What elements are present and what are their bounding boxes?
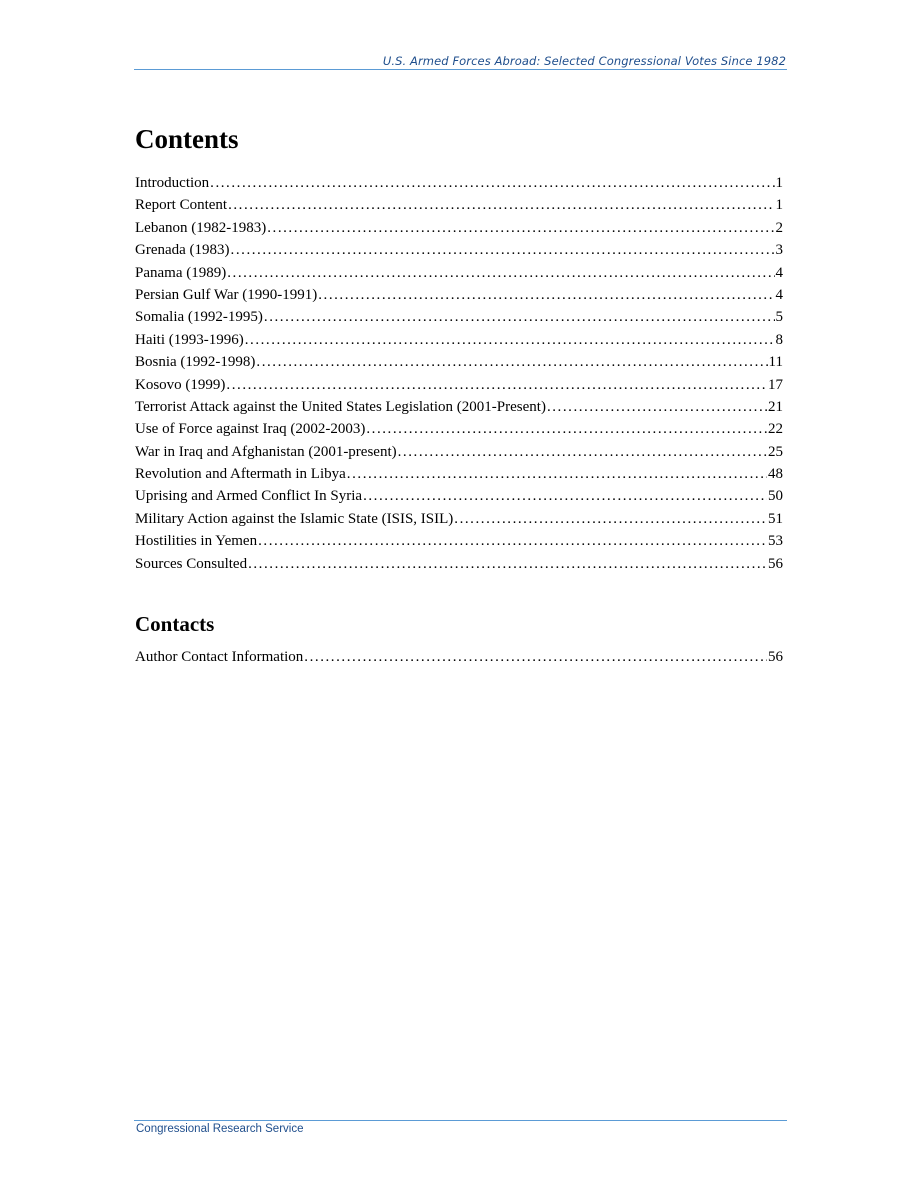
toc-page-number: 11 — [768, 354, 783, 371]
contents-heading: Contents — [135, 124, 239, 154]
toc-page-number: 17 — [768, 376, 783, 393]
toc-dot-leader — [454, 508, 767, 530]
contents-list — [135, 172, 783, 575]
toc-dot-leader — [366, 418, 767, 440]
toc-page-number: 51 — [768, 510, 783, 527]
toc-page-number: 48 — [768, 466, 783, 483]
toc-entry-title: Persian Gulf War (1990-1991) — [135, 286, 318, 303]
header-rule — [134, 69, 787, 70]
toc-entry[interactable] — [135, 646, 783, 668]
toc-entry[interactable] — [135, 396, 783, 418]
toc-page-number: 22 — [768, 421, 783, 438]
toc-page-number: 50 — [768, 488, 783, 505]
toc-page-number: 8 — [775, 331, 783, 348]
contacts-list — [135, 646, 783, 668]
toc-page-number: 21 — [768, 398, 783, 415]
toc-dot-leader — [547, 396, 767, 418]
toc-page-number: 5 — [775, 309, 783, 326]
toc-entry-title: Author Contact Information — [135, 649, 304, 665]
toc-entry[interactable] — [135, 418, 783, 440]
toc-page-number: 56 — [768, 649, 783, 665]
toc-entry[interactable] — [135, 306, 783, 328]
toc-entry-title: Kosovo (1999) — [135, 376, 226, 393]
toc-entry-title: Hostilities in Yemen — [135, 533, 258, 550]
toc-entry-title: Introduction — [135, 175, 210, 191]
toc-entry-title: Sources Consulted — [135, 555, 248, 572]
toc-entry-title: Grenada (1983) — [135, 242, 230, 259]
toc-entry-title: Use of Force against Iraq (2002-2003) — [135, 421, 366, 438]
footer-rule — [134, 1120, 787, 1121]
toc-entry-title: War in Iraq and Afghanistan (2001-present) — [135, 443, 397, 460]
toc-page-number: 56 — [768, 555, 783, 572]
toc-entry-title: Revolution and Aftermath in Libya — [135, 466, 346, 483]
toc-dot-leader — [264, 306, 775, 328]
toc-entry[interactable] — [135, 530, 783, 552]
toc-entry-title: Somalia (1992-1995) — [135, 309, 263, 326]
toc-dot-leader — [258, 530, 767, 552]
toc-entry-title: Bosnia (1992-1998) — [135, 354, 256, 371]
toc-dot-leader — [227, 262, 774, 284]
toc-dot-leader — [318, 284, 774, 306]
toc-entry[interactable] — [135, 284, 783, 306]
toc-page-number: 1 — [775, 197, 783, 214]
toc-entry-title: Terrorist Attack against the United States Legislation (2001-Present) — [135, 398, 546, 415]
toc-dot-leader — [304, 646, 767, 668]
toc-entry[interactable] — [135, 553, 783, 575]
toc-entry-title: Military Action against the Islamic State (ISIS, ISIL) — [135, 510, 454, 527]
toc-dot-leader — [228, 194, 774, 216]
toc-page-number: 4 — [775, 264, 783, 281]
toc-page-number: 4 — [775, 286, 783, 303]
toc-entry-title: Panama (1989) — [135, 264, 227, 281]
toc-entry-title: Uprising and Armed Conflict In Syria — [135, 488, 363, 505]
toc-dot-leader — [210, 172, 774, 194]
toc-entry[interactable] — [135, 351, 783, 373]
toc-entry[interactable] — [135, 441, 783, 463]
toc-page-number: 53 — [768, 533, 783, 550]
toc-entry[interactable] — [135, 485, 783, 507]
toc-dot-leader — [256, 351, 767, 373]
toc-page-number: 1 — [775, 175, 783, 191]
toc-entry[interactable] — [135, 194, 783, 216]
toc-dot-leader — [231, 239, 775, 261]
toc-entry-title: Lebanon (1982-1983) — [135, 219, 267, 236]
toc-dot-leader — [248, 553, 767, 575]
running-footer: Congressional Research Service — [136, 1123, 304, 1135]
toc-entry[interactable] — [135, 374, 783, 396]
toc-dot-leader — [363, 485, 767, 507]
toc-entry-title: Haiti (1993-1996) — [135, 331, 244, 348]
toc-dot-leader — [245, 329, 775, 351]
toc-entry-title: Report Content — [135, 197, 228, 214]
toc-dot-leader — [398, 441, 767, 463]
toc-dot-leader — [267, 217, 774, 239]
contacts-heading: Contacts — [135, 612, 215, 636]
toc-dot-leader — [226, 374, 767, 396]
toc-entry[interactable] — [135, 217, 783, 239]
toc-entry[interactable] — [135, 262, 783, 284]
toc-page-number: 2 — [775, 219, 783, 236]
toc-page-number: 3 — [775, 242, 783, 259]
running-header: U.S. Armed Forces Abroad: Selected Congressional Votes Since 1982 — [382, 54, 786, 68]
toc-page-number: 25 — [768, 443, 783, 460]
toc-entry[interactable] — [135, 329, 783, 351]
toc-entry[interactable] — [135, 239, 783, 261]
toc-dot-leader — [347, 463, 767, 485]
toc-entry[interactable] — [135, 172, 783, 194]
toc-entry[interactable] — [135, 508, 783, 530]
toc-entry[interactable] — [135, 463, 783, 485]
